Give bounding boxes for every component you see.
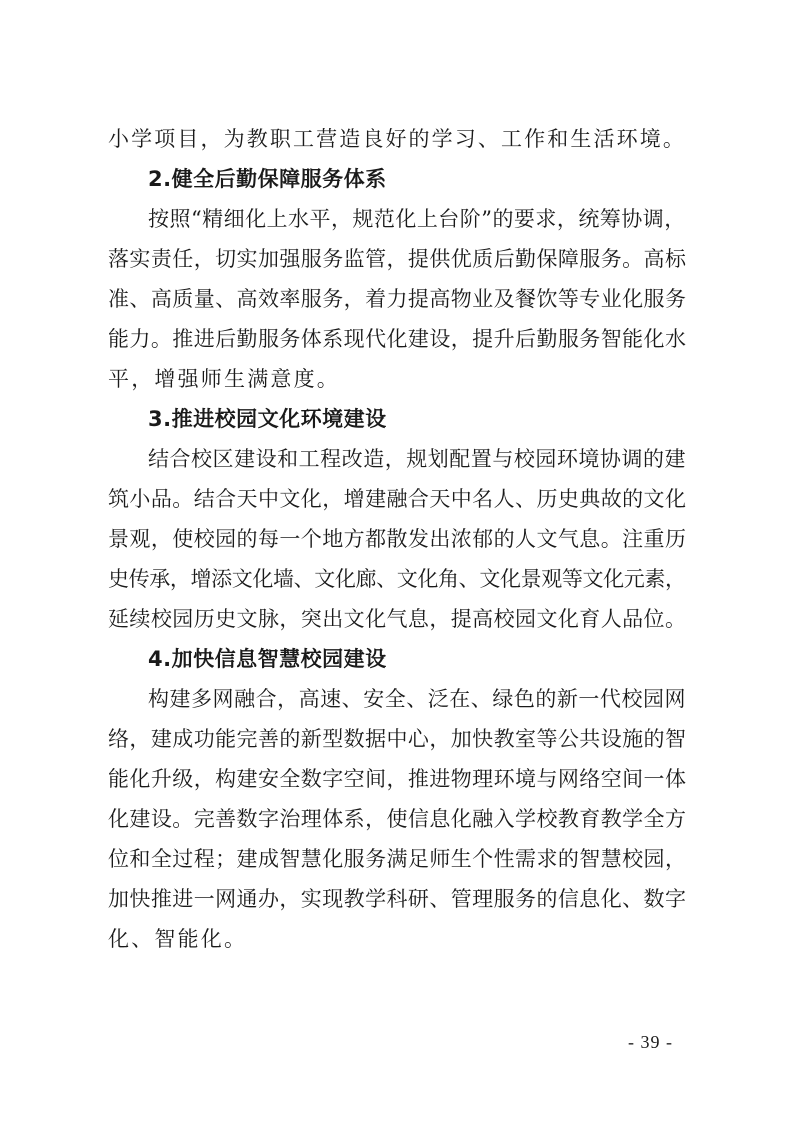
paragraph-line: 能化升级，构建安全数字空间，推进物理环境与网络空间一体 <box>108 767 687 791</box>
page-number: - 39 - <box>628 1032 673 1052</box>
paragraph-line: 能力。推进后勤服务体系现代化建设，提升后勤服务智能化水 <box>108 327 687 351</box>
paragraph-line: 景观，使校园的每一个地方都散发出浓郁的人文气息。注重历 <box>108 527 687 551</box>
paragraph-line: 络，建成功能完善的新型数据中心，加快教室等公共设施的智 <box>108 727 687 751</box>
paragraph-line: 筑小品。结合天中文化，增建融合天中名人、历史典故的文化 <box>108 487 687 511</box>
paragraph-line: 小学项目，为教职工营造良好的学习、工作和生活环境。 <box>108 127 686 151</box>
paragraph-line: 化、智能化。 <box>108 927 248 951</box>
paragraph-line: 位和全过程；建成智慧化服务满足师生个性需求的智慧校园， <box>108 847 687 871</box>
paragraph-line: 按照“精细化上水平，规范化上台阶”的要求，统筹协调， <box>148 207 686 231</box>
paragraph-line: 加快推进一网通办，实现教学科研、管理服务的信息化、数字 <box>108 887 687 911</box>
paragraph-line: 延续校园历史文脉，突出文化气息，提高校园文化育人品位。 <box>108 607 687 631</box>
paragraph-line: 史传承，增添文化墙、文化廊、文化角、文化景观等文化元素， <box>108 567 686 591</box>
paragraph-line: 构建多网融合，高速、安全、泛在、绿色的新一代校园网 <box>148 687 686 711</box>
paragraph-line: 化建设。完善数字治理体系，使信息化融入学校教育教学全方 <box>108 807 687 831</box>
paragraph-line: 平，增强师生满意度。 <box>108 367 340 391</box>
paragraph-line: 结合校区建设和工程改造，规划配置与校园环境协调的建 <box>148 447 686 471</box>
section-heading: 3.推进校园文化环境建设 <box>148 407 387 431</box>
section-heading: 4.加快信息智慧校园建设 <box>148 647 387 671</box>
paragraph-line: 落实责任，切实加强服务监管，提供优质后勤保障服务。高标 <box>108 247 687 271</box>
section-heading: 2.健全后勤保障服务体系 <box>148 167 387 191</box>
paragraph-line: 准、高质量、高效率服务，着力提高物业及餐饮等专业化服务 <box>108 287 687 311</box>
